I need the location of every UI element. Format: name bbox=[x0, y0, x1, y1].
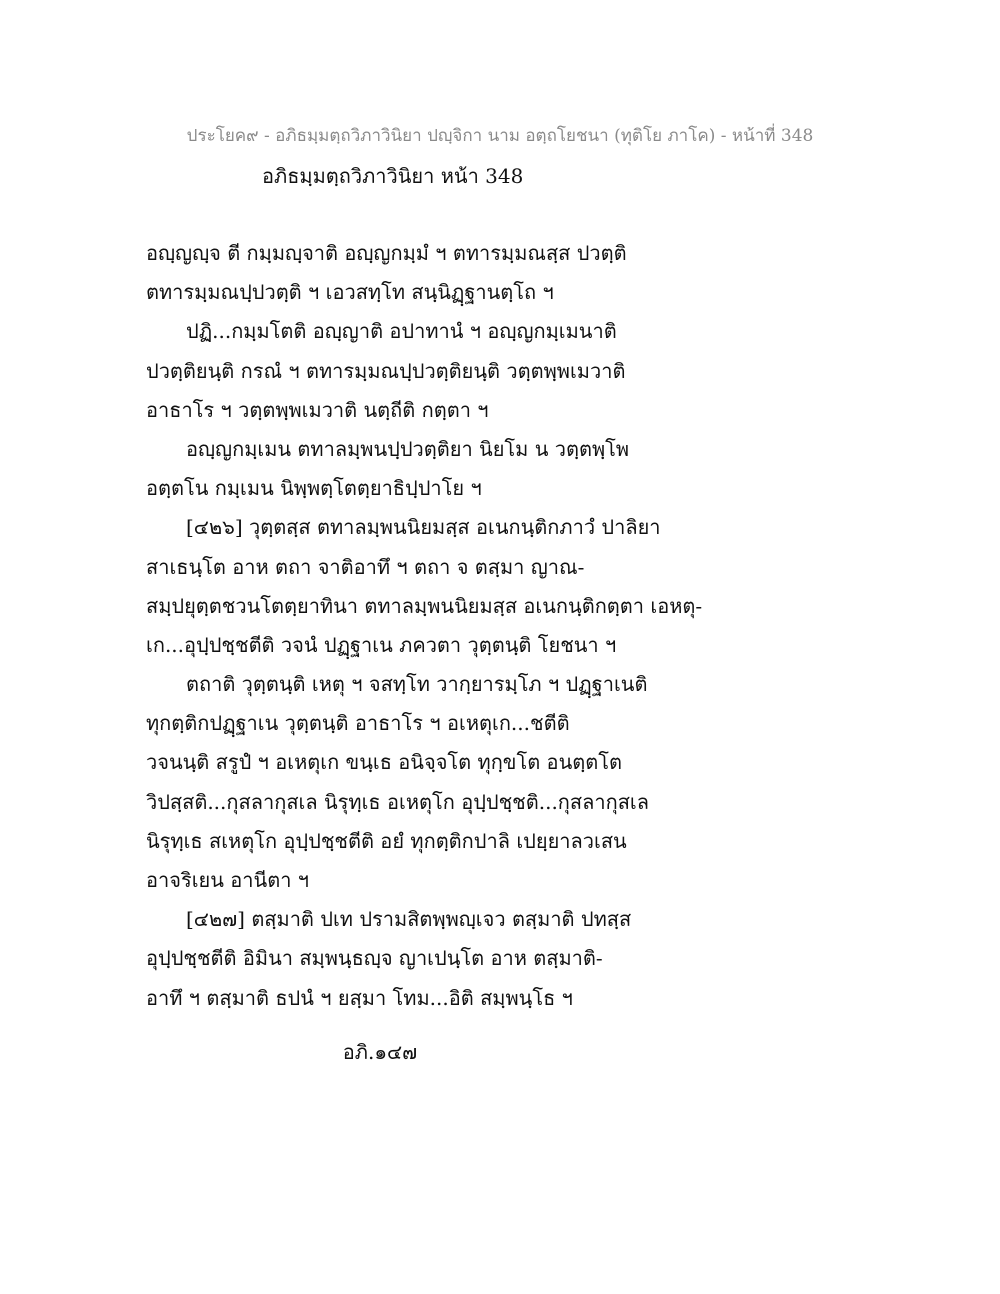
text-line: อญฺญญฺจ ตี กมฺมญฺจาติ อญฺญกมฺมํ ฯ ตทารมฺมณสฺส ปวตฺติ bbox=[146, 241, 627, 265]
text-line: นิรุทฺเธ สเหตุโก อุปฺปชฺชตีติ อยํ ทุกตฺติกปาลิ เปยฺยาลวเสน bbox=[146, 828, 627, 853]
page-title: อภิธมฺมตฺถวิภาวินิยา หน้า 348 bbox=[262, 164, 524, 188]
text-line: ตทารมฺมณปฺปวตฺติ ฯ เอวสทฺโท สนฺนิฏฺฐานตฺโถ ฯ bbox=[146, 280, 554, 305]
text-line: วจนนฺติ สรูปํ ฯ อเหตุเก ขนฺเธ อนิจฺจโต ทุกฺขโต อนตฺตโต bbox=[146, 750, 622, 775]
text-line: อญฺญกมฺเมน ตทาลมฺพนปฺปวตฺติยา นิยโม น วตฺตพฺโพ bbox=[186, 436, 630, 461]
body-text bbox=[146, 234, 786, 1018]
text-line: อาจริเยน อานีตา ฯ bbox=[146, 868, 310, 892]
text-line: ปวตฺติยนฺติ กรณํ ฯ ตทารมฺมณปฺปวตฺติยนฺติ วตฺตพฺพเมวาติ bbox=[146, 358, 626, 383]
text-line: ทุกตฺติกปฏฺฐาเน วุตฺตนฺติ อาธาโร ฯ อเหตุเก...ชตีติ bbox=[146, 711, 570, 736]
text-line: ตถาติ วุตฺตนฺติ เหตุ ฯ จสทฺโท วากฺยารมฺโภ ฯ ปฏฺฐาเนติ bbox=[186, 672, 648, 697]
text-line: อตฺตโน กมฺเมน นิพฺพตฺโตตฺยาธิปฺปาโย ฯ bbox=[146, 476, 482, 501]
text-line: [๔๒๖] วุตฺตสฺส ตทาลมฺพนนิยมสฺส อเนกนฺติกภาวํ ปาลิยา bbox=[186, 515, 661, 540]
page-marker: อภิ.๑๔๗ bbox=[342, 1040, 418, 1064]
text-line: ปฏิ...กมฺมโตติ อญฺญาติ อปาทานํ ฯ อญฺญกมฺเมนาติ bbox=[186, 319, 617, 344]
text-line: [๔๒๗] ตสฺมาติ ปเท ปรามสิตพฺพญฺเจว ตสฺมาติ ปทสฺส bbox=[186, 907, 632, 932]
text-line: วิปสฺสติ...กุสลากุสเล นิรุทฺเธ อเหตุโก อุปฺปชฺชติ...กุสลากุสเล bbox=[146, 789, 650, 814]
running-header: ประโยค๙ - อภิธมฺมตฺถวิภาวินิยา ปญฺจิกา นาม อตฺถโยชนา (ทุติโย ภาโค) - หน้าที่ 348 bbox=[186, 126, 814, 146]
text-line: สาเธนฺโต อาห ตถา จาติอาทึ ฯ ตถา จ ตสฺมา ญาณ- bbox=[146, 554, 585, 579]
text-line: สมฺปยุตฺตชวนโตตฺยาทินา ตทาลมฺพนนิยมสฺส อเนกนฺติกตฺตา เอหตุ- bbox=[146, 593, 703, 618]
text-line: เก...อุปฺปชฺชตีติ วจนํ ปฏฺฐาเน ภควตา วุตฺตนฺติ โยชนา ฯ bbox=[146, 632, 617, 657]
text-line: อาทึ ฯ ตสฺมาติ ธปนํ ฯ ยสฺมา โทม...อิติ สมฺพนฺโธ ฯ bbox=[146, 985, 573, 1010]
text-line: อาธาโร ฯ วตฺตพฺพเมวาติ นตฺถีติ กตฺตา ฯ bbox=[146, 397, 489, 422]
text-line: อุปฺปชฺชตีติ อิมินา สมฺพนฺธญฺจ ญาเปนฺโต อาห ตสฺมาติ- bbox=[146, 946, 603, 971]
